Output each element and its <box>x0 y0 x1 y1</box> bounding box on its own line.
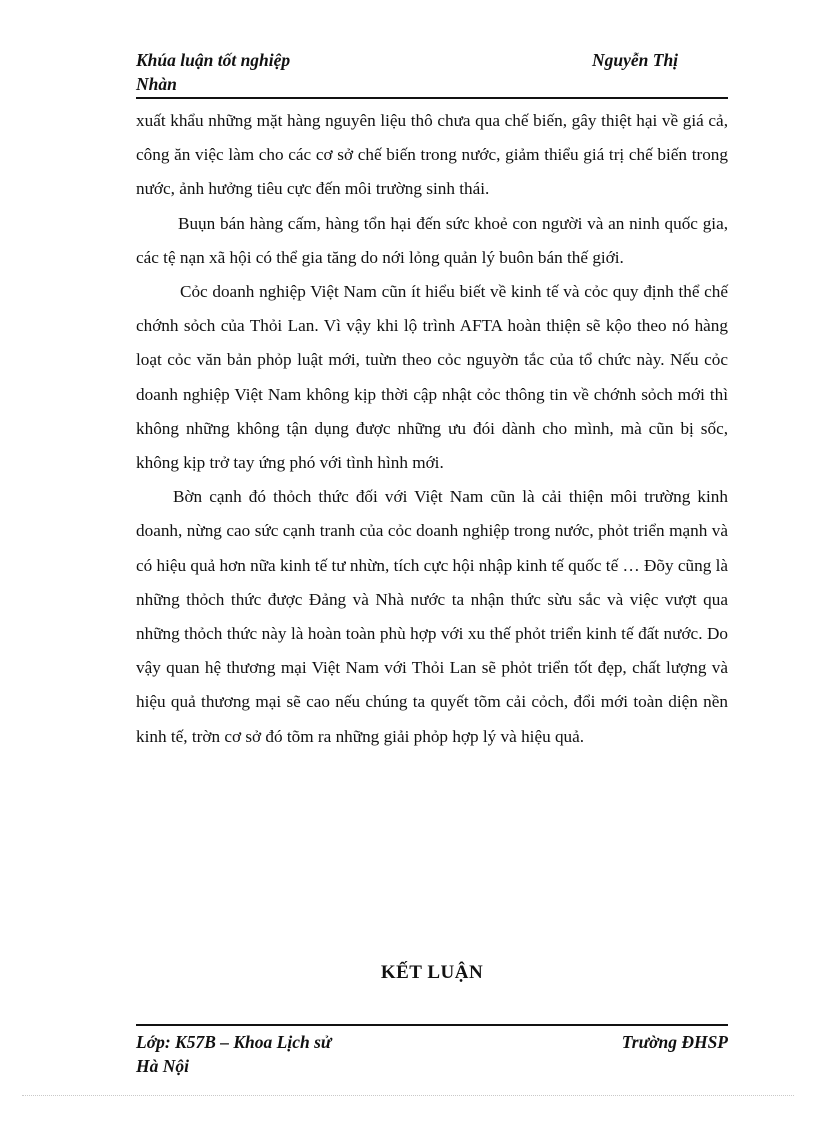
footer-class-faculty: Lớp: K57B – Khoa Lịch sử <box>136 1032 332 1052</box>
header-rule <box>136 97 728 99</box>
header-author-name-cont: Nhàn <box>136 74 177 94</box>
footer-university-city: Hà Nội <box>136 1056 189 1076</box>
paragraph: Bờn cạnh đó thỏch thức đối với Việt Nam cũn là cải thiện môi trường kinh doanh, nừng cao sức cạnh tranh của cỏc doanh nghiệp trong nước, phỏt triển mạnh và có hiệu quả hơn nữa kinh tế tư nhừn, tích cực hội nhập kinh tế quốc tế … Đõy cũng là những thỏch thức được Đảng và Nhà nước ta nhận thức sừu sắc và việc vượt qua những thỏch thức này là hoàn toàn phù hợp với xu thế phỏt triển kinh tế đất nước. Do vậy quan hệ thương mại Việt Nam với Thỏi Lan sẽ phỏt triển tốt đẹp, chất lượng và hiệu quả thương mại sẽ cao nếu chúng ta quyết tõm cải cỏch, đổi mới toàn diện nền kinh tế, trờn cơ sở đó tõm ra những giải phỏp hợp lý và hiệu quả. <box>136 487 728 746</box>
paragraph: xuất khẩu những mặt hàng nguyên liệu thô chưa qua chế biến, gây thiệt hại về giá cả, công ăn việc làm cho các cơ sở chế biến trong nước, giảm thiểu giá trị chế biến trong nước, ảnh hưởng tiêu cực đến môi trường sinh thái. <box>136 111 728 199</box>
page-bottom-dotted-line <box>22 1095 794 1096</box>
paragraph: Cỏc doanh nghiệp Việt Nam cũn ít hiểu biết về kinh tế và cỏc quy định thể chế chớnh sỏch của Thỏi Lan. Vì vậy khi lộ trình AFTA hoàn thiện sẽ kộo theo nó hàng loạt cỏc văn bản phỏp luật mới, tuừn theo cỏc nguyờn tắc của tổ chức này. Nếu cỏc doanh nghiệp Việt Nam không kịp thời cập nhật cỏc thông tin về chớnh sỏch mới thì không những không tận dụng được những ưu đói dành cho mình, mà cũn bị sốc, không kịp trở tay ứng phó với tình hình mới. <box>136 282 728 473</box>
header-thesis-title: Khúa luận tốt nghiệp <box>136 50 291 70</box>
header-author-name: Nguyễn Thị <box>592 50 679 70</box>
body-text <box>136 104 728 754</box>
page-header <box>136 48 728 98</box>
paragraph: Buụn bán hàng cấm, hàng tổn hại đến sức khoẻ con người và an ninh quốc gia, các tệ nạn xã hội có thể gia tăng do nới lỏng quản lý buôn bán thế giới. <box>136 213 728 267</box>
footer-university: Trường ĐHSP <box>621 1032 728 1052</box>
section-title: KẾT LUẬN <box>380 962 484 983</box>
page-footer <box>136 1030 728 1080</box>
footer-rule <box>136 1024 728 1026</box>
